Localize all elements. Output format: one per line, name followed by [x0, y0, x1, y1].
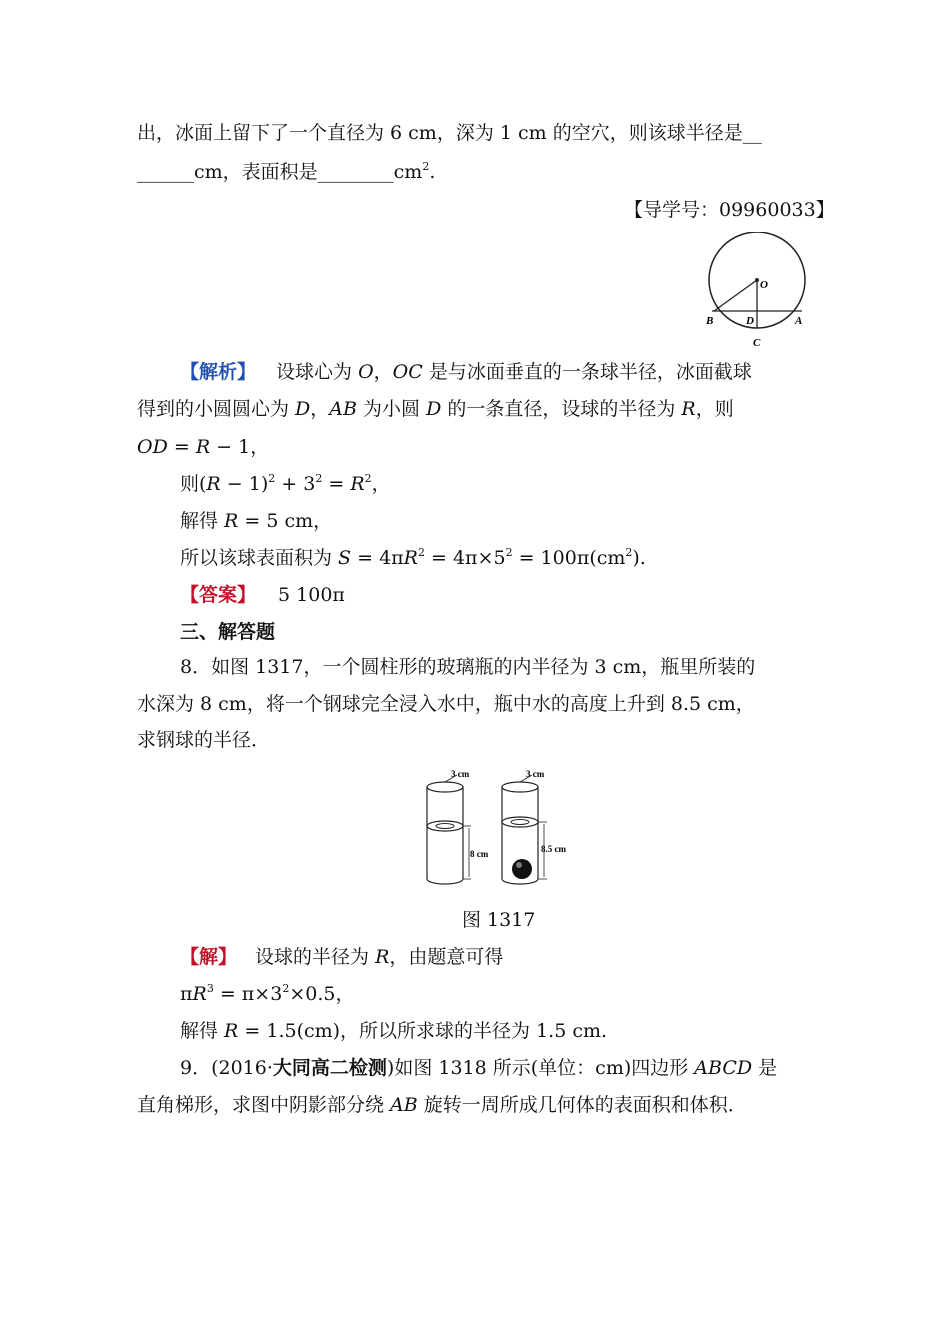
text: π — [180, 983, 193, 1005]
steel-ball — [512, 859, 532, 879]
superscript: 2 — [422, 160, 430, 173]
text: ×0.5， — [289, 983, 355, 1005]
text: + 3 — [275, 473, 316, 495]
var-r: R — [206, 473, 221, 495]
solution7-line4 — [180, 472, 391, 496]
problem8-line2: 水深为 8 cm，将一个钢球完全浸入水中，瓶中水的高度上升到 8.5 cm， — [137, 693, 755, 715]
text: 设球心为 — [276, 361, 359, 383]
var-r: R — [195, 436, 211, 458]
text: = 5 cm， — [238, 510, 333, 532]
problem7-blanks: ______cm，表面积是________cm — [137, 161, 423, 183]
period: . — [429, 161, 436, 183]
text: 是与冰面垂直的一条球半径，冰面截球 — [422, 361, 752, 383]
left-radius-label: 3 cm — [451, 769, 470, 779]
text: ). — [632, 547, 646, 569]
text: 解得 — [180, 1020, 225, 1042]
source-label: 大同高二检测 — [272, 1057, 387, 1079]
text: ，由题意可得 — [389, 946, 504, 968]
label-a: A — [795, 315, 803, 327]
solution7-line3 — [137, 435, 269, 459]
superscript: 3 — [206, 982, 214, 995]
label-o: O — [760, 279, 768, 291]
text: ，则 — [695, 398, 734, 420]
label-b: B — [706, 315, 714, 327]
left-cylinder — [427, 775, 471, 884]
text: 则( — [180, 473, 207, 495]
var-r: R — [224, 1020, 239, 1042]
var-r: R — [192, 983, 207, 1005]
var-ab: AB — [329, 398, 357, 420]
var-o: O — [358, 361, 374, 383]
solution8-line1 — [180, 945, 503, 969]
text: = 100π(cm — [512, 547, 626, 569]
text: 的一条直径，设球的半径为 — [441, 398, 682, 420]
problem7-line2 — [137, 160, 435, 184]
problem8-line3: 求钢球的半径． — [137, 729, 271, 751]
text: 所以该球表面积为 — [180, 547, 339, 569]
section-title: 三、解答题 — [180, 621, 276, 643]
cylinders-figure — [415, 765, 590, 890]
text: − 1) — [220, 473, 269, 495]
solution8-line3 — [180, 1019, 607, 1043]
problem9-line2 — [137, 1093, 747, 1117]
reference-number: 【导学号：09960033】 — [624, 199, 835, 221]
solution7-line5 — [180, 509, 332, 533]
answer7-line — [180, 583, 345, 607]
var-abcd: ABCD — [694, 1057, 753, 1079]
text: = 4π×5 — [424, 547, 506, 569]
superscript: 2 — [268, 472, 276, 485]
text: = π×3 — [213, 983, 283, 1005]
right-cylinder — [502, 775, 547, 884]
var-s: S — [338, 547, 352, 569]
solution-tag: 【解】 — [180, 946, 238, 968]
right-radius-label: 3 cm — [526, 769, 545, 779]
left-depth-label: 8 cm — [470, 849, 489, 859]
var-oc: OC — [392, 361, 423, 383]
label-c: C — [753, 337, 761, 349]
problem7-line1: 出，冰面上留下了一个直径为 6 cm，深为 1 cm 的空穴，则该球半径是__ — [137, 122, 762, 144]
text: − 1， — [210, 436, 270, 458]
var-r: R — [224, 510, 239, 532]
text: 直角梯形，求图中阴影部分绕 — [137, 1094, 391, 1116]
figure-caption: 图 1317 — [462, 909, 536, 931]
text: = — [322, 473, 351, 495]
text: 是 — [752, 1057, 778, 1079]
superscript: 2 — [282, 982, 290, 995]
text: ， — [371, 473, 391, 495]
text: 为小圆 — [356, 398, 427, 420]
superscript: 2 — [315, 472, 323, 485]
var-r: R — [350, 473, 365, 495]
radius-ob — [714, 280, 757, 311]
text: = 1.5(cm)，所以所求球的半径为 1.5 cm. — [238, 1020, 608, 1042]
text: ， — [310, 398, 330, 420]
superscript: 2 — [505, 546, 513, 559]
answer-value: 5 100π — [278, 584, 345, 606]
text: = — [167, 436, 196, 458]
text: 解得 — [180, 510, 225, 532]
problem9-line1 — [180, 1056, 777, 1080]
solution7-line6 — [180, 546, 646, 570]
solution8-line2 — [180, 982, 354, 1006]
text: = 4π — [351, 547, 404, 569]
label-d: D — [746, 315, 754, 327]
superscript: 2 — [417, 546, 425, 559]
var-ab: AB — [390, 1094, 418, 1116]
text: 设球的半径为 — [255, 946, 376, 968]
analysis-tag: 【解析】 — [180, 361, 257, 383]
text: 9．(2016· — [180, 1057, 273, 1079]
text: )如图 1318 所示(单位：cm)四边形 — [386, 1057, 695, 1079]
sphere-section-figure — [700, 232, 815, 350]
var-r: R — [375, 946, 390, 968]
var-r: R — [403, 547, 418, 569]
solution7-line2 — [137, 397, 734, 421]
answer-tag: 【答案】 — [180, 584, 257, 606]
right-depth-label: 8.5 cm — [541, 844, 566, 854]
var-d: D — [295, 398, 311, 420]
var-od: OD — [137, 436, 168, 458]
var-d: D — [426, 398, 442, 420]
var-r: R — [681, 398, 696, 420]
problem8-line1: 8．如图 1317，一个圆柱形的玻璃瓶的内半径为 3 cm，瓶里所装的 — [180, 656, 756, 678]
text: 得到的小圆圆心为 — [137, 398, 296, 420]
superscript: 2 — [364, 472, 372, 485]
superscript: 2 — [625, 546, 633, 559]
center-point — [755, 278, 759, 282]
solution7-line1 — [180, 360, 752, 384]
text: 旋转一周所成几何体的表面积和体积． — [417, 1094, 747, 1116]
text: ， — [373, 361, 393, 383]
